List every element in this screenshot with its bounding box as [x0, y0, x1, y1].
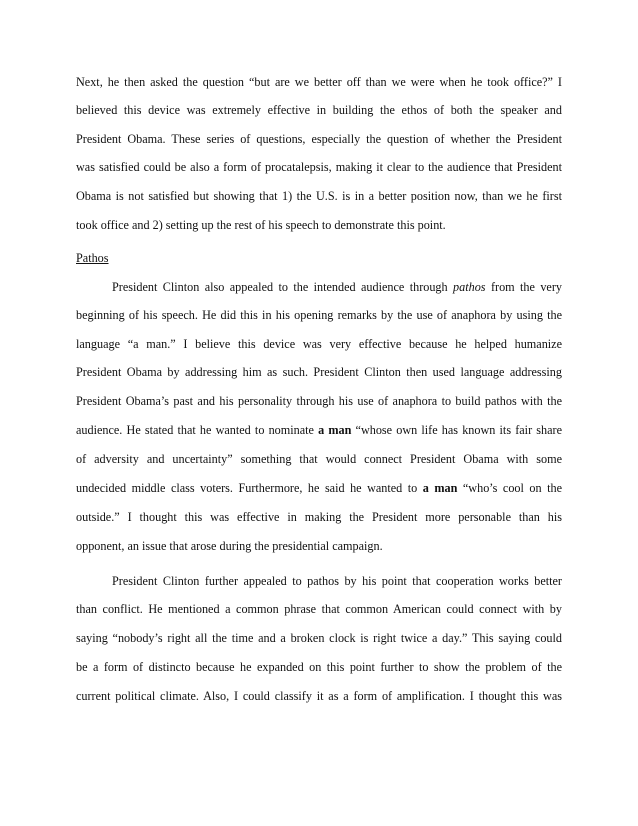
- paragraph-line: [76, 423, 562, 437]
- paragraph-line: President Obama by addressing him as such. President Clinton then used language addressing: [76, 365, 562, 379]
- text-run: President Clinton also appealed to the intended audience through: [112, 280, 454, 294]
- paragraph-line: [76, 481, 562, 495]
- paragraph-line: believed this device was extremely effective in building the ethos of both the speaker and: [76, 103, 562, 117]
- text-run: undecided middle class voters. Furthermore, he said he wanted to: [76, 481, 423, 495]
- paragraph-line: was satisfied could be also a form of procatalepsis, making it clear to the audience that President: [76, 160, 562, 174]
- text-run: audience. He stated that he wanted to nominate: [76, 423, 319, 437]
- paragraph-line: President Obama’s past and his personality through his use of anaphora to build pathos with the: [76, 394, 562, 408]
- paragraph-line: than conflict. He mentioned a common phrase that common American could connect with by: [76, 602, 562, 616]
- paragraph-line: language “a man.” I believe this device was very effective because he helped humanize: [76, 337, 562, 351]
- paragraph-line: be a form of distincto because he expanded on this point further to show the problem of the: [76, 660, 562, 674]
- bold-text: a man: [318, 423, 352, 437]
- paragraph-line: saying “nobody’s right all the time and a broken clock is right twice a day.” This saying could: [76, 631, 562, 645]
- paragraph-line: President Clinton further appealed to pathos by his point that cooperation works better: [112, 574, 562, 588]
- text-run: from the very: [485, 280, 562, 294]
- section-heading: Pathos: [76, 251, 109, 265]
- paragraph-line: opponent, an issue that arose during the presidential campaign.: [76, 539, 383, 553]
- paragraph-line: took office and 2) setting up the rest of his speech to demonstrate this point.: [76, 218, 446, 232]
- paragraph-line: Obama is not satisfied but showing that 1) the U.S. is in a better position now, than we he first: [76, 189, 562, 203]
- paragraph-line: President Obama. These series of questions, especially the question of whether the President: [76, 132, 562, 146]
- paragraph-line: of adversity and uncertainty” something that would connect President Obama with some: [76, 452, 562, 466]
- paragraph-line: Next, he then asked the question “but are we better off than we were when he took office?” I: [76, 75, 562, 89]
- text-run: “whose own life has known its fair share: [351, 423, 563, 437]
- paragraph-line: outside.” I thought this was effective in making the President more personable than his: [76, 510, 562, 524]
- bold-text: a man: [422, 481, 458, 495]
- paragraph-line: [112, 280, 562, 294]
- text-run: “who’s cool on the: [457, 481, 562, 495]
- paragraph-line: beginning of his speech. He did this in his opening remarks by the use of anaphora by using the: [76, 308, 562, 322]
- paragraph-line: current political climate. Also, I could classify it as a form of amplification. I thought this was: [76, 689, 562, 703]
- italic-text: pathos: [453, 280, 486, 294]
